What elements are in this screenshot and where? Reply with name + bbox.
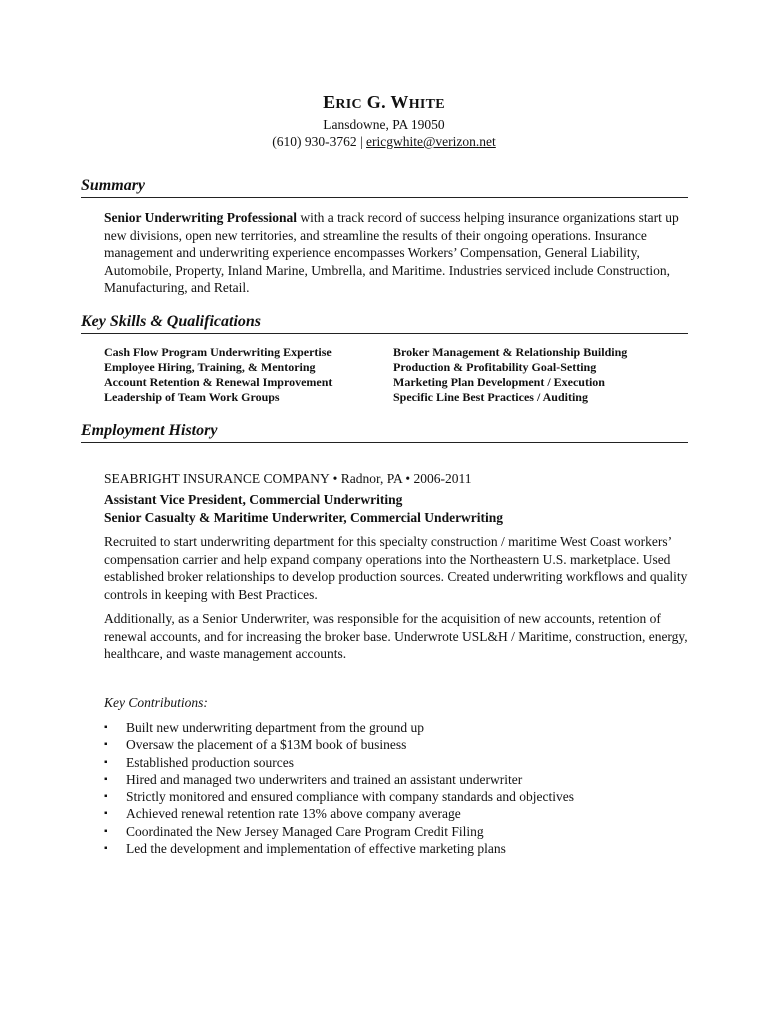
contact-line bbox=[0, 133, 768, 150]
employment-paragraph-2: Additionally, as a Senior Underwriter, was responsible for the acquisition of new accounts, retention of renewal accounts, and for increasing the broker base. Underwrote USL&H / Maritime, construction, energy, healthcare, and waste management accounts. bbox=[104, 611, 688, 661]
bullet-icon: ▪ bbox=[104, 773, 108, 785]
job-titles bbox=[104, 491, 503, 527]
skill-item: Employee Hiring, Training, & Mentoring bbox=[104, 360, 316, 374]
summary-lead: Senior Underwriting Professional bbox=[104, 210, 298, 225]
bullet-icon: ▪ bbox=[104, 843, 108, 855]
list-item: ▪ Hired and managed two underwriters and trained an assistant underwriter bbox=[104, 771, 523, 787]
list-item: ▪ Strictly monitored and ensured compliance with company standards and objectives bbox=[104, 789, 575, 805]
summary-heading: Summary bbox=[81, 176, 688, 198]
list-item: ▪ Built new underwriting department from the ground up bbox=[104, 720, 425, 735]
list-item: ▪ Oversaw the placement of a $13M book of business bbox=[104, 737, 407, 753]
employer-line: SEABRIGHT INSURANCE COMPANY • Radnor, PA • 2006-2011 bbox=[104, 471, 472, 486]
skills-grid bbox=[104, 345, 688, 405]
skill-item: Broker Management & Relationship Building bbox=[393, 345, 628, 359]
bullet-icon: ▪ bbox=[104, 791, 108, 803]
job-title: Assistant Vice President, Commercial Underwriting bbox=[104, 492, 403, 507]
bullet-icon: ▪ bbox=[104, 756, 108, 768]
resume-header bbox=[0, 91, 768, 150]
skill-item: Specific Line Best Practices / Auditing bbox=[393, 390, 588, 404]
list-item: ▪ Achieved renewal retention rate 13% above company average bbox=[104, 806, 461, 822]
job-title: Senior Casualty & Maritime Underwriter, Commercial Underwriting bbox=[104, 510, 504, 525]
skill-item: Leadership of Team Work Groups bbox=[104, 390, 280, 404]
employment-paragraph-1: Recruited to start underwriting department for this specialty construction / maritime West Coast workers’ compensation carrier and help expand company operations into the Northeastern U.S. marketplace. Used established broker relationships to develop production sources. Created underwriting workflows and quality controls in keeping with Best Practices. bbox=[104, 534, 688, 602]
skills-heading: Key Skills & Qualifications bbox=[81, 312, 688, 334]
address: Lansdowne, PA 19050 bbox=[323, 117, 445, 132]
bullet-icon: ▪ bbox=[104, 722, 108, 733]
phone: (610) 930-3762 | bbox=[272, 134, 363, 149]
email-link[interactable]: ericgwhite@verizon.net bbox=[366, 134, 496, 149]
bullet-icon: ▪ bbox=[104, 825, 108, 837]
list-item: ▪ Coordinated the New Jersey Managed Care Program Credit Filing bbox=[104, 823, 484, 839]
employment-heading: Employment History bbox=[81, 421, 688, 443]
summary-paragraph bbox=[104, 209, 688, 297]
skill-item: Marketing Plan Development / Execution bbox=[393, 375, 605, 389]
bullet-icon: ▪ bbox=[104, 808, 108, 820]
summary-text: with a track record of success helping insurance organizations start up new divisions, open new territories, and streamline the results of their ongoing operations. Insurance management and underwriting experience encompasses Workers’ Compensation, General Liability, Automobile, Property, Inland Marine, Umbrella, and Maritime. Industries serviced include Construction, Manufacturing, and Retail. bbox=[104, 210, 679, 295]
key-contributions-label: Key Contributions: bbox=[104, 695, 208, 710]
list-item: ▪ Established production sources bbox=[104, 754, 294, 770]
skill-item: Cash Flow Program Underwriting Expertise bbox=[104, 345, 332, 359]
candidate-name: ERIC G. WHITE bbox=[323, 92, 445, 112]
bullet-icon: ▪ bbox=[104, 739, 108, 751]
skill-item: Account Retention & Renewal Improvement bbox=[104, 375, 333, 389]
contributions-list bbox=[104, 719, 688, 857]
list-item: ▪ Led the development and implementation of effective marketing plans bbox=[104, 841, 506, 857]
skill-item: Production & Profitability Goal-Setting bbox=[393, 360, 597, 374]
